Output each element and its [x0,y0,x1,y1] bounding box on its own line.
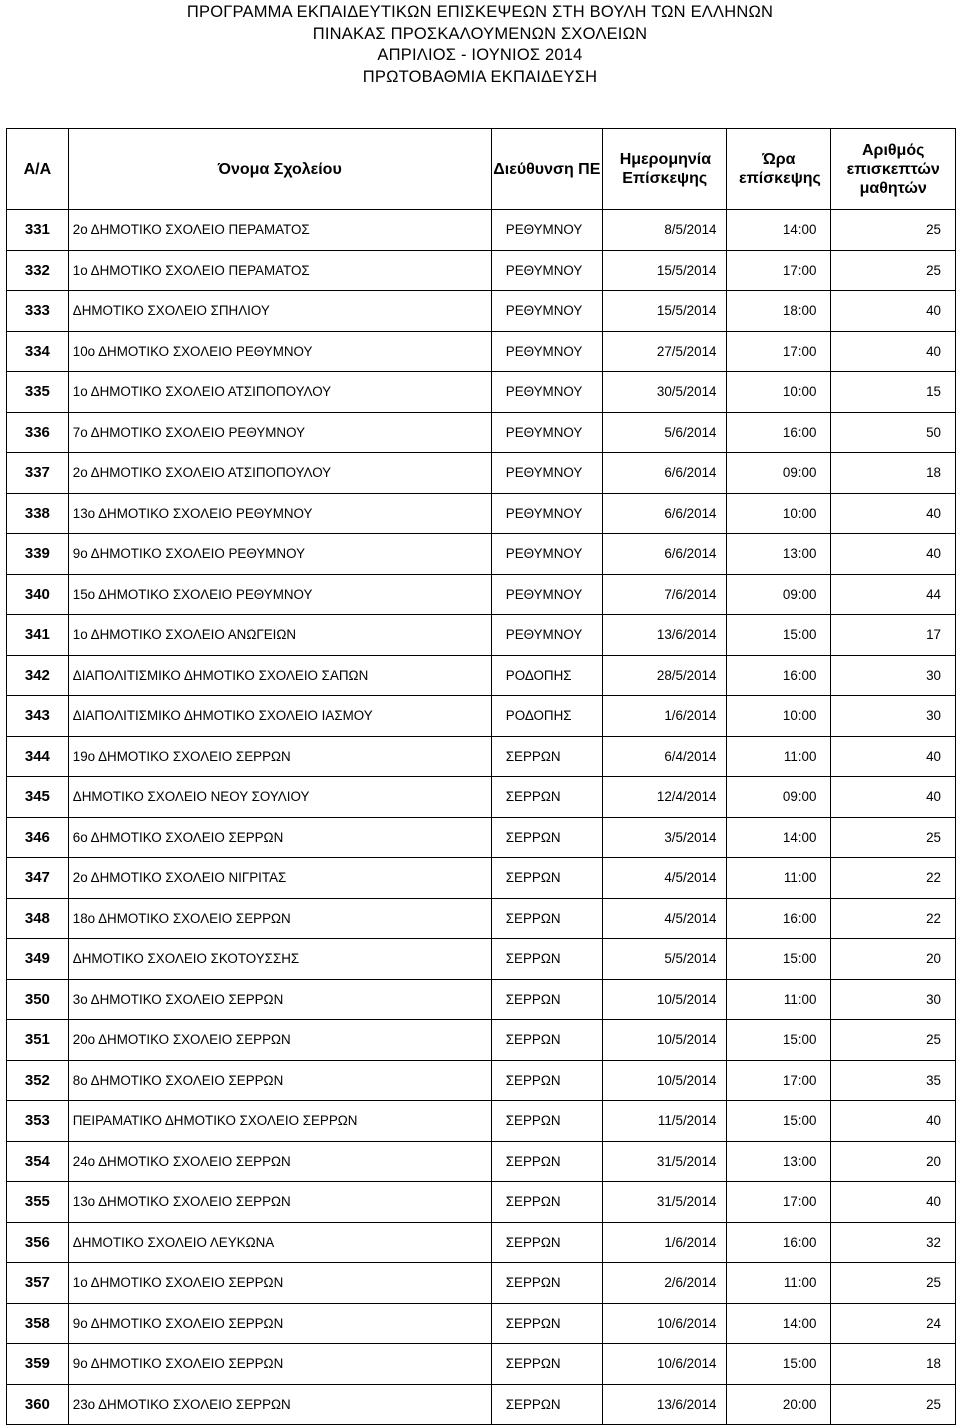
table-row [7,939,956,980]
visit-date: 7/6/2014 [602,574,727,615]
table-header-row [7,129,956,210]
directorate: ΣΕΡΡΩΝ [491,1020,602,1061]
visitor-count: 30 [831,655,956,696]
visitor-count: 18 [831,453,956,494]
directorate: ΡΕΘΥΜΝΟΥ [491,372,602,413]
row-number: 360 [7,1384,69,1425]
visit-time: 09:00 [727,574,831,615]
directorate: ΣΕΡΡΩΝ [491,777,602,818]
visit-date: 6/6/2014 [602,453,727,494]
school-name: 2ο ΔΗΜΟΤΙΚΟ ΣΧΟΛΕΙΟ ΠΕΡΑΜΑΤΟΣ [68,210,491,251]
visit-date: 10/6/2014 [602,1303,727,1344]
directorate: ΣΕΡΡΩΝ [491,979,602,1020]
visit-date: 12/4/2014 [602,777,727,818]
visit-time: 11:00 [727,1263,831,1304]
header-visitor-count [831,129,956,210]
row-number: 331 [7,210,69,251]
table-row [7,696,956,737]
table-row [7,412,956,453]
header-visit-date [602,129,727,210]
directorate: ΡΕΘΥΜΝΟΥ [491,210,602,251]
visitor-count: 22 [831,898,956,939]
visit-date: 10/5/2014 [602,1060,727,1101]
visitor-count: 25 [831,1384,956,1425]
visit-time: 11:00 [727,979,831,1020]
row-number: 356 [7,1222,69,1263]
document-title: ΠΡΟΓΡΑΜΜΑ ΕΚΠΑΙΔΕΥΤΙΚΩΝ ΕΠΙΣΚΕΨΕΩΝ ΣΤΗ ΒΟΥΛΗ ΤΩΝ ΕΛΛΗΝΩΝ [186,3,774,21]
school-name: 6ο ΔΗΜΟΤΙΚΟ ΣΧΟΛΕΙΟ ΣΕΡΡΩΝ [68,817,491,858]
school-name: 13ο ΔΗΜΟΤΙΚΟ ΣΧΟΛΕΙΟ ΣΕΡΡΩΝ [68,1182,491,1223]
school-name: 9ο ΔΗΜΟΤΙΚΟ ΣΧΟΛΕΙΟ ΣΕΡΡΩΝ [68,1344,491,1385]
visit-time: 16:00 [727,1222,831,1263]
visit-time: 10:00 [727,493,831,534]
table-row [7,1060,956,1101]
school-name: 2ο ΔΗΜΟΤΙΚΟ ΣΧΟΛΕΙΟ ΝΙΓΡΙΤΑΣ [68,858,491,899]
visitor-count: 40 [831,1182,956,1223]
visit-date: 1/6/2014 [602,1222,727,1263]
visitor-count: 20 [831,1141,956,1182]
visitor-count: 40 [831,777,956,818]
visit-date: 6/6/2014 [602,534,727,575]
directorate: ΣΕΡΡΩΝ [491,1141,602,1182]
document-level: ΠΡΩΤΟΒΑΘΜΙΑ ΕΚΠΑΙΔΕΥΣΗ [362,67,598,86]
row-number: 353 [7,1101,69,1142]
directorate: ΡΕΘΥΜΝΟΥ [491,250,602,291]
table-row [7,655,956,696]
table-row [7,858,956,899]
school-name: ΔΙΑΠΟΛΙΤΙΣΜΙΚΟ ΔΗΜΟΤΙΚΟ ΣΧΟΛΕΙΟ ΣΑΠΩΝ [68,655,491,696]
header-directorate: Διεύθυνση ΠΕ [491,129,602,210]
visit-time: 15:00 [727,1020,831,1061]
directorate: ΡΕΘΥΜΝΟΥ [491,453,602,494]
school-name: 19ο ΔΗΜΟΤΙΚΟ ΣΧΟΛΕΙΟ ΣΕΡΡΩΝ [68,736,491,777]
row-number: 344 [7,736,69,777]
school-name: 20ο ΔΗΜΟΤΙΚΟ ΣΧΟΛΕΙΟ ΣΕΡΡΩΝ [68,1020,491,1061]
visit-date: 1/6/2014 [602,696,727,737]
visit-time: 13:00 [727,1141,831,1182]
school-name: ΔΗΜΟΤΙΚΟ ΣΧΟΛΕΙΟ ΣΚΟΤΟΥΣΣΗΣ [68,939,491,980]
visit-time: 14:00 [727,817,831,858]
school-name: 15ο ΔΗΜΟΤΙΚΟ ΣΧΟΛΕΙΟ ΡΕΘΥΜΝΟΥ [68,574,491,615]
visit-time: 14:00 [727,1303,831,1344]
visit-date: 31/5/2014 [602,1182,727,1223]
directorate: ΡΟΔΟΠΗΣ [491,696,602,737]
table-row [7,210,956,251]
table-row [7,1020,956,1061]
visit-date: 5/6/2014 [602,412,727,453]
visitor-count: 18 [831,1344,956,1385]
table-row [7,1141,956,1182]
visit-date: 8/5/2014 [602,210,727,251]
row-number: 342 [7,655,69,696]
visitor-count: 30 [831,979,956,1020]
visit-time: 16:00 [727,412,831,453]
visitor-count: 40 [831,291,956,332]
directorate: ΣΕΡΡΩΝ [491,1384,602,1425]
visitor-count: 25 [831,1020,956,1061]
visit-time: 18:00 [727,291,831,332]
header-visit-time [727,129,831,210]
directorate: ΡΕΘΥΜΝΟΥ [491,493,602,534]
directorate: ΡΕΘΥΜΝΟΥ [491,534,602,575]
schools-table [6,128,956,1425]
row-number: 336 [7,412,69,453]
visitor-count: 44 [831,574,956,615]
row-number: 347 [7,858,69,899]
directorate: ΣΕΡΡΩΝ [491,1263,602,1304]
visit-time: 20:00 [727,1384,831,1425]
school-name: 8ο ΔΗΜΟΤΙΚΟ ΣΧΟΛΕΙΟ ΣΕΡΡΩΝ [68,1060,491,1101]
visit-date: 6/4/2014 [602,736,727,777]
visit-time: 10:00 [727,372,831,413]
row-number: 355 [7,1182,69,1223]
school-name: 1ο ΔΗΜΟΤΙΚΟ ΣΧΟΛΕΙΟ ΣΕΡΡΩΝ [68,1263,491,1304]
visit-time: 16:00 [727,655,831,696]
visit-time: 17:00 [727,1060,831,1101]
table-body [7,210,956,1425]
visit-date: 13/6/2014 [602,1384,727,1425]
directorate: ΣΕΡΡΩΝ [491,858,602,899]
directorate: ΣΕΡΡΩΝ [491,898,602,939]
visit-date: 15/5/2014 [602,291,727,332]
directorate: ΡΕΘΥΜΝΟΥ [491,574,602,615]
school-name: ΔΗΜΟΤΙΚΟ ΣΧΟΛΕΙΟ ΣΠΗΛΙΟΥ [68,291,491,332]
table-row [7,1303,956,1344]
directorate: ΡΕΘΥΜΝΟΥ [491,412,602,453]
directorate: ΣΕΡΡΩΝ [491,736,602,777]
school-name: 18ο ΔΗΜΟΤΙΚΟ ΣΧΟΛΕΙΟ ΣΕΡΡΩΝ [68,898,491,939]
directorate: ΣΕΡΡΩΝ [491,939,602,980]
visitor-count: 24 [831,1303,956,1344]
visit-time: 16:00 [727,898,831,939]
school-name: 1ο ΔΗΜΟΤΙΚΟ ΣΧΟΛΕΙΟ ΑΤΣΙΠΟΠΟΥΛΟΥ [68,372,491,413]
row-number: 333 [7,291,69,332]
row-number: 345 [7,777,69,818]
table-row [7,1384,956,1425]
visit-date: 5/5/2014 [602,939,727,980]
visit-date: 6/6/2014 [602,493,727,534]
directorate: ΣΕΡΡΩΝ [491,1303,602,1344]
visitor-count: 17 [831,615,956,656]
document-subtitle: ΠΙΝΑΚΑΣ ΠΡΟΣΚΑΛΟΥΜΕΝΩΝ ΣΧΟΛΕΙΩΝ [312,24,648,43]
visit-time: 17:00 [727,250,831,291]
header-visit-date-text: Ημερομηνία Επίσκεψης [619,151,712,187]
visitor-count: 32 [831,1222,956,1263]
table-row [7,817,956,858]
visitor-count: 20 [831,939,956,980]
header-visit-time-text: Ώρα επίσκεψης [738,151,821,187]
visitor-count: 40 [831,493,956,534]
table-row [7,250,956,291]
school-name: 3ο ΔΗΜΟΤΙΚΟ ΣΧΟΛΕΙΟ ΣΕΡΡΩΝ [68,979,491,1020]
school-name: ΔΙΑΠΟΛΙΤΙΣΜΙΚΟ ΔΗΜΟΤΙΚΟ ΣΧΟΛΕΙΟ ΙΑΣΜΟΥ [68,696,491,737]
visitor-count: 40 [831,331,956,372]
row-number: 349 [7,939,69,980]
visit-date: 31/5/2014 [602,1141,727,1182]
table-row [7,1182,956,1223]
visitor-count: 25 [831,817,956,858]
row-number: 357 [7,1263,69,1304]
header-visitor-count-text: Αριθμός επισκεπτών μαθητών [846,141,940,197]
school-name: 7ο ΔΗΜΟΤΙΚΟ ΣΧΟΛΕΙΟ ΡΕΘΥΜΝΟΥ [68,412,491,453]
visitor-count: 25 [831,210,956,251]
table-row [7,291,956,332]
school-name: ΔΗΜΟΤΙΚΟ ΣΧΟΛΕΙΟ ΝΕΟΥ ΣΟΥΛΙΟΥ [68,777,491,818]
row-number: 340 [7,574,69,615]
table-row [7,898,956,939]
visit-time: 09:00 [727,453,831,494]
visit-date: 3/5/2014 [602,817,727,858]
row-number: 358 [7,1303,69,1344]
visit-date: 15/5/2014 [602,250,727,291]
row-number: 359 [7,1344,69,1385]
school-name: 1ο ΔΗΜΟΤΙΚΟ ΣΧΟΛΕΙΟ ΠΕΡΑΜΑΤΟΣ [68,250,491,291]
table-row [7,574,956,615]
school-name: 9ο ΔΗΜΟΤΙΚΟ ΣΧΟΛΕΙΟ ΣΕΡΡΩΝ [68,1303,491,1344]
row-number: 348 [7,898,69,939]
visit-time: 14:00 [727,210,831,251]
row-number: 354 [7,1141,69,1182]
visitor-count: 40 [831,534,956,575]
visitor-count: 22 [831,858,956,899]
directorate: ΣΕΡΡΩΝ [491,817,602,858]
directorate: ΣΕΡΡΩΝ [491,1060,602,1101]
directorate: ΡΕΘΥΜΝΟΥ [491,331,602,372]
directorate: ΡΕΘΥΜΝΟΥ [491,291,602,332]
visit-date: 27/5/2014 [602,331,727,372]
visit-date: 4/5/2014 [602,858,727,899]
row-number: 332 [7,250,69,291]
row-number: 338 [7,493,69,534]
table-row [7,493,956,534]
row-number: 350 [7,979,69,1020]
table-row [7,331,956,372]
visitor-count: 15 [831,372,956,413]
row-number: 352 [7,1060,69,1101]
visitor-count: 30 [831,696,956,737]
directorate: ΣΕΡΡΩΝ [491,1344,602,1385]
table-row [7,736,956,777]
table-row [7,1222,956,1263]
visit-date: 11/5/2014 [602,1101,727,1142]
visitor-count: 40 [831,1101,956,1142]
visit-time: 15:00 [727,1344,831,1385]
visit-time: 10:00 [727,696,831,737]
visitor-count: 50 [831,412,956,453]
school-name: ΠΕΙΡΑΜΑΤΙΚΟ ΔΗΜΟΤΙΚΟ ΣΧΟΛΕΙΟ ΣΕΡΡΩΝ [68,1101,491,1142]
row-number: 335 [7,372,69,413]
row-number: 343 [7,696,69,737]
directorate: ΡΕΘΥΜΝΟΥ [491,615,602,656]
school-name: ΔΗΜΟΤΙΚΟ ΣΧΟΛΕΙΟ ΛΕΥΚΩΝΑ [68,1222,491,1263]
school-name: 13ο ΔΗΜΟΤΙΚΟ ΣΧΟΛΕΙΟ ΡΕΘΥΜΝΟΥ [68,493,491,534]
header-school-name: Όνομα Σχολείου [68,129,491,210]
school-name: 10ο ΔΗΜΟΤΙΚΟ ΣΧΟΛΕΙΟ ΡΕΘΥΜΝΟΥ [68,331,491,372]
visit-time: 15:00 [727,1101,831,1142]
visit-date: 4/5/2014 [602,898,727,939]
visitor-count: 35 [831,1060,956,1101]
school-name: 9ο ΔΗΜΟΤΙΚΟ ΣΧΟΛΕΙΟ ΡΕΘΥΜΝΟΥ [68,534,491,575]
visit-time: 09:00 [727,777,831,818]
visitor-count: 25 [831,250,956,291]
visit-date: 10/5/2014 [602,1020,727,1061]
header-aa: Α/Α [7,129,69,210]
row-number: 339 [7,534,69,575]
school-name: 23ο ΔΗΜΟΤΙΚΟ ΣΧΟΛΕΙΟ ΣΕΡΡΩΝ [68,1384,491,1425]
document-period: ΑΠΡΙΛΙΟΣ - ΙΟΥΝΙΟΣ 2014 [377,46,583,64]
table-row [7,372,956,413]
visit-date: 10/5/2014 [602,979,727,1020]
table-row [7,777,956,818]
table-row [7,615,956,656]
visit-date: 13/6/2014 [602,615,727,656]
table-row [7,1344,956,1385]
directorate: ΣΕΡΡΩΝ [491,1182,602,1223]
visit-time: 17:00 [727,1182,831,1223]
table-row [7,534,956,575]
row-number: 341 [7,615,69,656]
school-name: 24ο ΔΗΜΟΤΙΚΟ ΣΧΟΛΕΙΟ ΣΕΡΡΩΝ [68,1141,491,1182]
visit-date: 28/5/2014 [602,655,727,696]
visitor-count: 40 [831,736,956,777]
school-name: 2ο ΔΗΜΟΤΙΚΟ ΣΧΟΛΕΙΟ ΑΤΣΙΠΟΠΟΥΛΟΥ [68,453,491,494]
row-number: 337 [7,453,69,494]
table-row [7,1101,956,1142]
table-row [7,453,956,494]
document-header [0,2,960,88]
visit-time: 15:00 [727,939,831,980]
visit-date: 30/5/2014 [602,372,727,413]
visitor-count: 25 [831,1263,956,1304]
visit-date: 2/6/2014 [602,1263,727,1304]
visit-time: 11:00 [727,736,831,777]
visit-time: 17:00 [727,331,831,372]
row-number: 334 [7,331,69,372]
directorate: ΣΕΡΡΩΝ [491,1101,602,1142]
visit-time: 11:00 [727,858,831,899]
table-row [7,1263,956,1304]
directorate: ΣΕΡΡΩΝ [491,1222,602,1263]
visit-time: 15:00 [727,615,831,656]
row-number: 351 [7,1020,69,1061]
visit-date: 10/6/2014 [602,1344,727,1385]
table-row [7,979,956,1020]
visit-time: 13:00 [727,534,831,575]
directorate: ΡΟΔΟΠΗΣ [491,655,602,696]
row-number: 346 [7,817,69,858]
school-name: 1ο ΔΗΜΟΤΙΚΟ ΣΧΟΛΕΙΟ ΑΝΩΓΕΙΩΝ [68,615,491,656]
